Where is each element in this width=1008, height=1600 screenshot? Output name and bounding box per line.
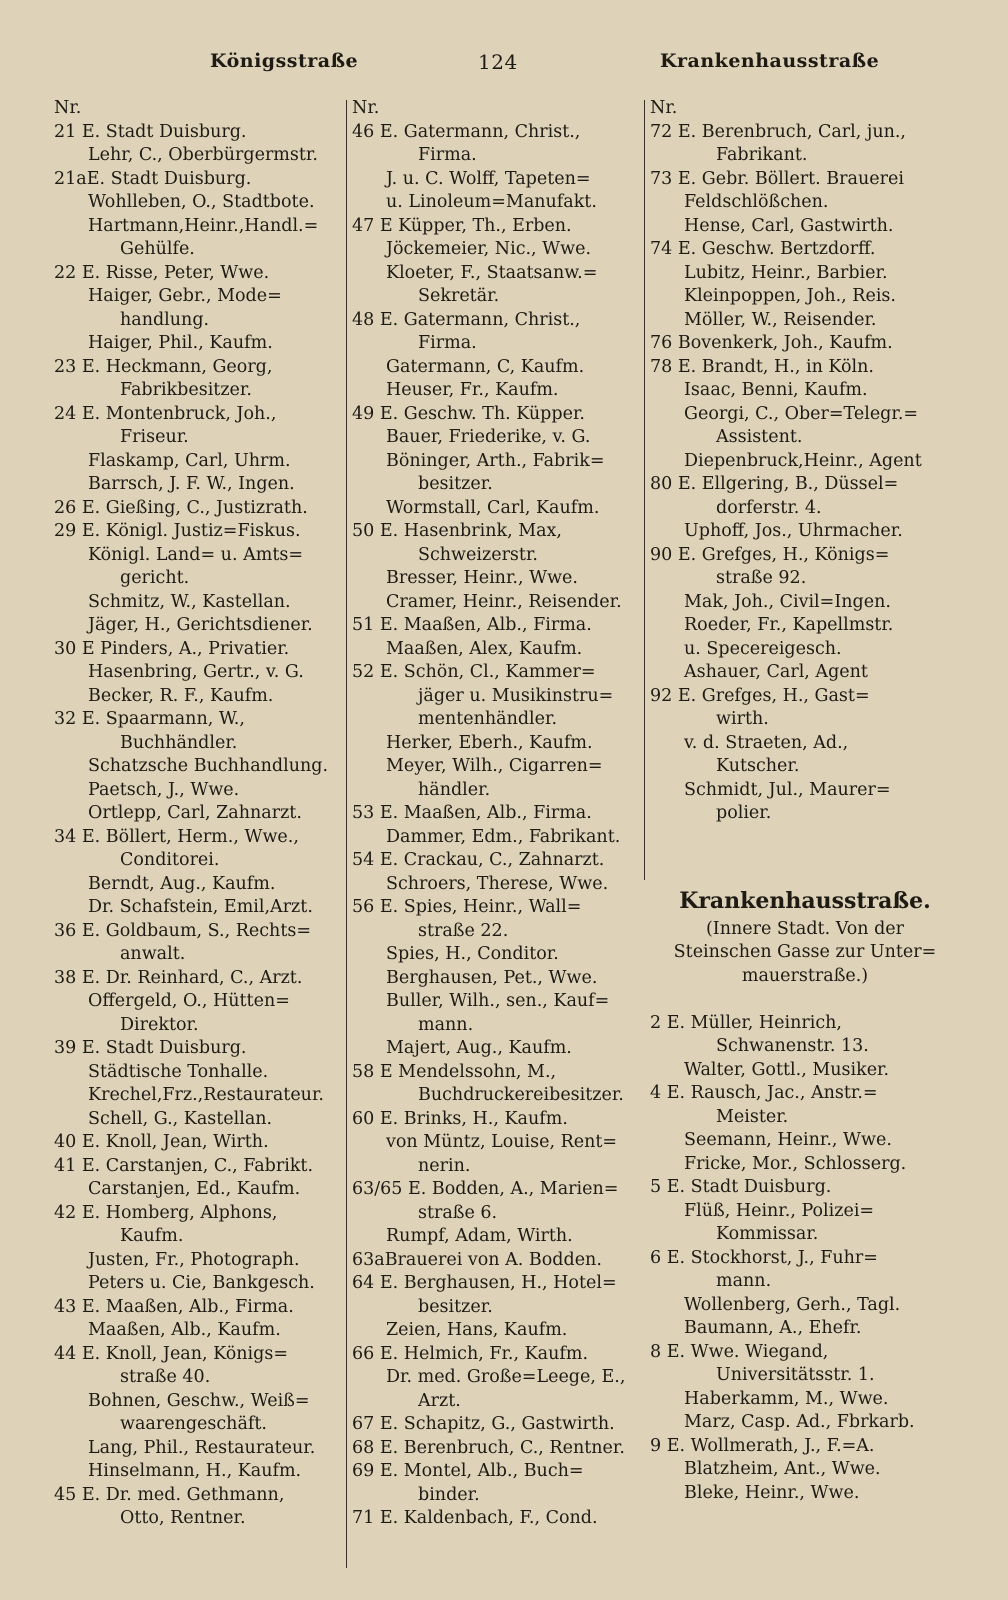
directory-entry-line: 4 E. Rausch, Jac., Anstr.= (650, 1083, 878, 1103)
directory-entry-line: Uphoff, Jos., Uhrmacher. (684, 521, 903, 541)
directory-entry-line: Hinselmann, H., Kaufm. (88, 1461, 302, 1481)
directory-entry-line: Majert, Aug., Kaufm. (386, 1038, 572, 1058)
directory-entry-line: 52 E. Schön, Cl., Kammer= (352, 662, 596, 682)
directory-entry-line: mann. (418, 1014, 474, 1035)
directory-entry-line: Dammer, Edm., Fabrikant. (386, 826, 621, 847)
directory-entry-line: Buller, Wilh., sen., Kauf= (386, 991, 610, 1011)
directory-entry-line: Haiger, Phil., Kaufm. (88, 333, 273, 353)
directory-entry-line: Schatzsche Buchhandlung. (88, 756, 329, 776)
section-intro-line: mauerstraße.) (741, 965, 869, 986)
directory-entry-line: Kloeter, F., Staatsanw.= (386, 262, 598, 283)
directory-entry-line: 56 E. Spies, Heinr., Wall= (352, 897, 582, 917)
directory-entry-line: Kommissar. (716, 1224, 819, 1244)
directory-entry-line: straße 22. (418, 920, 509, 941)
directory-entry-line: 50 E. Hasenbrink, Max, (352, 521, 562, 541)
directory-entry-line: 51 E. Maaßen, Alb., Firma. (352, 615, 592, 635)
directory-entry-line: u. Linoleum=Manufakt. (386, 192, 597, 212)
directory-entry-line: Wormstall, Carl, Kaufm. (386, 497, 600, 518)
directory-entry-line: besitzer. (418, 1296, 493, 1317)
directory-entry-line: wirth. (716, 709, 769, 729)
directory-entry-line: dorferstr. 4. (716, 497, 822, 518)
directory-entry-line: 34 E. Böllert, Herm., Wwe., (54, 826, 299, 847)
directory-entry-line: 63aBrauerei von A. Bodden. (352, 1249, 602, 1270)
directory-entry-line: Jäger, H., Gerichtsdiener. (88, 615, 313, 635)
directory-entry-line: 73 E. Gebr. Böllert. Brauerei (650, 168, 904, 189)
directory-entry-line: straße 6. (418, 1202, 498, 1223)
directory-entry-line: 39 E. Stadt Duisburg. (54, 1038, 247, 1058)
directory-entry-line: 64 E. Berghausen, H., Hotel= (352, 1273, 617, 1293)
directory-entry-line: 49 E. Geschw. Th. Küpper. (352, 403, 585, 424)
directory-entry-line: 53 E. Maaßen, Alb., Firma. (352, 803, 592, 823)
directory-entry-line: anwalt. (120, 944, 186, 964)
directory-entry-line: Nr. (54, 98, 82, 118)
directory-entry-line: Cramer, Heinr., Reisender. (386, 591, 622, 612)
directory-entry-line: gericht. (120, 568, 190, 588)
directory-entry-line: 22 E. Risse, Peter, Wwe. (54, 262, 270, 283)
directory-entry-line: Kleinpoppen, Joh., Reis. (684, 286, 896, 306)
directory-entry-line: Schweizerstr. (418, 544, 538, 565)
directory-entry-line: Wohlleben, O., Stadtbote. (88, 192, 315, 212)
directory-entry-line: Lang, Phil., Restaurateur. (88, 1437, 316, 1458)
directory-entry-line: 24 E. Montenbruck, Joh., (54, 403, 277, 424)
directory-entry-line: Bohnen, Geschw., Weiß= (88, 1390, 310, 1411)
section-intro-line: Steinschen Gasse zur Unter= (673, 942, 937, 962)
directory-entry-line: Roeder, Fr., Kapellmstr. (684, 615, 894, 635)
directory-entry-line: Carstanjen, Ed., Kaufm. (88, 1179, 301, 1199)
directory-entry-line: 63/65 E. Bodden, A., Marien= (352, 1179, 619, 1199)
directory-entry-line: Firma. (418, 145, 477, 165)
directory-entry-line: Justen, Fr., Photograph. (88, 1249, 300, 1270)
directory-entry-line: jäger u. Musikinstru= (418, 685, 614, 706)
directory-entry-line: Baumann, A., Ehefr. (684, 1318, 862, 1338)
directory-entry-line: Haberkamm, M., Wwe. (684, 1388, 889, 1409)
directory-entry-line: mann. (716, 1271, 772, 1291)
directory-entry-line: Königl. Land= u. Amts= (88, 544, 303, 565)
directory-entry-line: Lubitz, Heinr., Barbier. (684, 262, 888, 283)
directory-entry-line: 71 E. Kaldenbach, F., Cond. (352, 1508, 598, 1528)
directory-entry-line: Diepenbruck,Heinr., Agent (684, 450, 922, 471)
column-divider (346, 100, 347, 1568)
directory-entry-line: Dr. med. Große=Leege, E., (386, 1367, 626, 1387)
directory-entry-line: Dr. Schafstein, Emil,Arzt. (88, 897, 313, 917)
directory-entry-line: Städtische Tonhalle. (88, 1061, 269, 1082)
directory-entry-line: Gehülfe. (120, 239, 195, 259)
directory-entry-line: Otto, Rentner. (120, 1508, 246, 1528)
directory-entry-line: 36 E. Goldbaum, S., Rechts= (54, 920, 312, 941)
directory-entry-line: 67 E. Schapitz, G., Gastwirth. (352, 1414, 615, 1434)
directory-entry-line: Isaac, Benni, Kaufm. (684, 380, 868, 400)
directory-entry-line: 32 E. Spaarmann, W., (54, 709, 245, 729)
directory-entry-line: Spies, H., Conditor. (386, 944, 559, 964)
directory-entry-line: J. u. C. Wolff, Tapeten= (386, 168, 591, 189)
directory-entry-line: 5 E. Stadt Duisburg. (650, 1177, 832, 1197)
directory-entry-line: Schmidt, Jul., Maurer= (684, 779, 891, 800)
directory-entry-line: 44 E. Knoll, Jean, Königs= (54, 1343, 288, 1364)
directory-entry-line: Krechel,Frz.,Restaurateur. (88, 1085, 324, 1105)
section-spacer (650, 826, 960, 884)
directory-entry-line: 43 E. Maaßen, Alb., Firma. (54, 1296, 294, 1317)
directory-entry-line: Fricke, Mor., Schlosserg. (684, 1153, 907, 1174)
directory-entry-line: 23 E. Heckmann, Georg, (54, 356, 273, 377)
directory-entry-line: 90 E. Grefges, H., Königs= (650, 544, 890, 565)
directory-entry-line: Heuser, Fr., Kaufm. (386, 380, 559, 400)
column-divider (644, 100, 645, 880)
directory-entry-line: 48 E. Gatermann, Christ., (352, 309, 581, 330)
directory-entry-line: 41 E. Carstanjen, C., Fabrikt. (54, 1155, 314, 1176)
directory-entry-line: Kutscher. (716, 756, 800, 776)
directory-entry-line: Meyer, Wilh., Cigarren= (386, 756, 603, 776)
directory-entry-line: Flaskamp, Carl, Uhrm. (88, 450, 291, 471)
directory-entry-line: Paetsch, J., Wwe. (88, 779, 240, 800)
directory-entry-line: Maaßen, Alb., Kaufm. (88, 1320, 281, 1340)
directory-entry-line: Feldschlößchen. (684, 192, 829, 212)
directory-entry-line: Offergeld, O., Hütten= (88, 991, 290, 1011)
directory-entry-line: Assistent. (716, 427, 803, 447)
directory-entry-line: 54 E. Crackau, C., Zahnarzt. (352, 850, 605, 870)
directory-entry-line: Hasenbring, Gertr., v. G. (88, 662, 304, 682)
directory-entry-line: waarengeschäft. (120, 1414, 267, 1434)
directory-entry-line: Friseur. (120, 427, 189, 447)
directory-entry-line: Flüß, Heinr., Polizei= (684, 1200, 875, 1221)
directory-entry-line: Fabrikbesitzer. (120, 380, 252, 400)
directory-entry-line: Möller, W., Reisender. (684, 309, 877, 330)
directory-entry-line: von Müntz, Louise, Rent= (386, 1132, 618, 1152)
directory-entry-line: Bauer, Friederike, v. G. (386, 427, 591, 447)
directory-entry-line: Schell, G., Kastellan. (88, 1108, 273, 1129)
directory-entry-line: Nr. (352, 98, 380, 118)
directory-entry-line: Ortlepp, Carl, Zahnarzt. (88, 803, 302, 823)
directory-entry-line: 74 E. Geschw. Bertzdorff. (650, 239, 876, 259)
directory-entry-line: 40 E. Knoll, Jean, Wirth. (54, 1132, 269, 1152)
directory-entry-line: 42 E. Homberg, Alphons, (54, 1202, 278, 1223)
directory-entry-line: 38 E. Dr. Reinhard, C., Arzt. (54, 967, 303, 988)
directory-entry-line: Maaßen, Alex, Kaufm. (386, 638, 583, 659)
directory-entry-line: Berndt, Aug., Kaufm. (88, 873, 276, 894)
directory-entry-line: Jöckemeier, Nic., Wwe. (386, 239, 592, 259)
directory-entry-line: Buchhändler. (120, 732, 238, 753)
directory-entry-line: straße 92. (716, 568, 807, 588)
running-head-left: Königsstraße (210, 50, 359, 72)
directory-entry-line: Hartmann,Heinr.,Handl.= (88, 215, 319, 236)
page-number: 124 (478, 50, 518, 74)
directory-entry-line: Blatzheim, Ant., Wwe. (684, 1459, 881, 1479)
directory-entry-line: 9 E. Wollmerath, J., F.=A. (650, 1435, 875, 1456)
directory-entry-line: Rumpf, Adam, Wirth. (386, 1226, 573, 1246)
directory-entry-line: Böninger, Arth., Fabrik= (386, 450, 605, 471)
directory-entry-line: Marz, Casp. Ad., Fbrkarb. (684, 1412, 915, 1432)
directory-entry-line: Bleke, Heinr., Wwe. (684, 1482, 860, 1503)
column-1 (54, 97, 344, 1531)
directory-entry-line: 46 E. Gatermann, Christ., (352, 121, 581, 142)
directory-entry-line: 76 Bovenkerk, Joh., Kaufm. (650, 333, 893, 353)
directory-entry-line: Schmitz, W., Kastellan. (88, 591, 291, 612)
directory-entry-line: 78 E. Brandt, H., in Köln. (650, 356, 874, 377)
directory-entry-line: Buchdruckereibesitzer. (418, 1085, 624, 1105)
running-head-right: Krankenhausstraße (660, 50, 880, 72)
directory-entry-line: nerin. (418, 1155, 471, 1176)
directory-entry-line: 60 E. Brinks, H., Kaufm. (352, 1108, 568, 1129)
column-2 (352, 97, 642, 1531)
directory-entry-line: Berghausen, Pet., Wwe. (386, 967, 598, 988)
directory-entry-line: 45 E. Dr. med. Gethmann, (54, 1484, 285, 1505)
section-intro-line: (Innere Stadt. Von der (705, 918, 905, 939)
directory-entry-line: mentenhändler. (418, 709, 558, 729)
directory-entry-line: Wollenberg, Gerh., Tagl. (684, 1294, 901, 1315)
directory-entry-line: Direktor. (120, 1014, 199, 1035)
directory-entry-line: 21 E. Stadt Duisburg. (54, 121, 247, 142)
directory-entry-line: Nr. (650, 98, 678, 118)
directory-entry-line: Schroers, Therese, Wwe. (386, 873, 609, 894)
directory-entry-line: Gatermann, C, Kaufm. (386, 356, 585, 377)
directory-entry-line: 92 E. Grefges, H., Gast= (650, 685, 870, 706)
directory-entry-line: 69 E. Montel, Alb., Buch= (352, 1461, 584, 1481)
directory-entry-line: 66 E. Helmich, Fr., Kaufm. (352, 1343, 589, 1364)
directory-entry-line: 80 E. Ellgering, B., Düssel= (650, 474, 899, 494)
directory-entry-line: 47 E Küpper, Th., Erben. (352, 215, 572, 236)
directory-entry-line: 6 E. Stockhorst, J., Fuhr= (650, 1247, 878, 1268)
column-3 (650, 97, 960, 1505)
directory-entry-line: 30 E Pinders, A., Privatier. (54, 638, 290, 659)
directory-entry-line: Bresser, Heinr., Wwe. (386, 568, 578, 588)
directory-entry-line: straße 40. (120, 1367, 211, 1387)
directory-entry-line: Barrsch, J. F. W., Ingen. (88, 474, 295, 494)
directory-entry-line: 8 E. Wwe. Wiegand, (650, 1341, 829, 1362)
blank-line (650, 988, 960, 1012)
directory-entry-line: Universitätsstr. 1. (716, 1365, 875, 1385)
directory-entry-line: Seemann, Heinr., Wwe. (684, 1130, 892, 1150)
directory-entry-line: 26 E. Gießing, C., Justizrath. (54, 497, 308, 518)
directory-entry-line: Mak, Joh., Civil=Ingen. (684, 591, 891, 612)
directory-entry-line: Zeien, Hans, Kaufm. (386, 1320, 568, 1340)
directory-entry-line: händler. (418, 779, 491, 800)
directory-entry-line: 29 E. Königl. Justiz=Fiskus. (54, 521, 301, 541)
directory-entry-line: Arzt. (418, 1390, 461, 1411)
directory-entry-line: Haiger, Gebr., Mode= (88, 286, 282, 306)
directory-entry-line: Walter, Gottl., Musiker. (684, 1059, 890, 1080)
directory-entry-line: Fabrikant. (716, 145, 808, 165)
directory-entry-line: 2 E. Müller, Heinrich, (650, 1012, 842, 1033)
directory-entry-line: Kaufm. (120, 1226, 184, 1246)
directory-entry-line: Conditorei. (120, 850, 220, 870)
directory-entry-line: 58 E Mendelssohn, M., (352, 1061, 557, 1082)
section-title: Krankenhausstraße. (679, 887, 931, 914)
directory-entry-line: binder. (418, 1484, 480, 1505)
directory-entry-line: Becker, R. F., Kaufm. (88, 685, 274, 706)
directory-entry-line: u. Specereigesch. (684, 638, 842, 659)
directory-entry-line: Schwanenstr. 13. (716, 1036, 869, 1056)
directory-entry-line: Peters u. Cie, Bankgesch. (88, 1273, 315, 1293)
directory-entry-line: besitzer. (418, 474, 493, 494)
directory-entry-line: 72 E. Berenbruch, Carl, jun., (650, 121, 906, 142)
directory-entry-line: Lehr, C., Oberbürgermstr. (88, 145, 318, 165)
directory-entry-line: Sekretär. (418, 286, 500, 306)
directory-entry-line: Hense, Carl, Gastwirth. (684, 215, 894, 236)
directory-entry-line: Firma. (418, 333, 477, 353)
directory-entry-line: Ashauer, Carl, Agent (684, 662, 868, 682)
directory-entry-line: 68 E. Berenbruch, C., Rentner. (352, 1437, 625, 1458)
directory-entry-line: 21aE. Stadt Duisburg. (54, 168, 252, 189)
directory-entry-line: handlung. (120, 309, 210, 330)
directory-entry-line: Herker, Eberh., Kaufm. (386, 732, 593, 753)
directory-entry-line: v. d. Straeten, Ad., (684, 732, 849, 753)
directory-entry-line: Georgi, C., Ober=Telegr.= (684, 403, 919, 424)
directory-entry-line: Meister. (716, 1106, 789, 1127)
directory-entry-line: polier. (716, 803, 772, 823)
